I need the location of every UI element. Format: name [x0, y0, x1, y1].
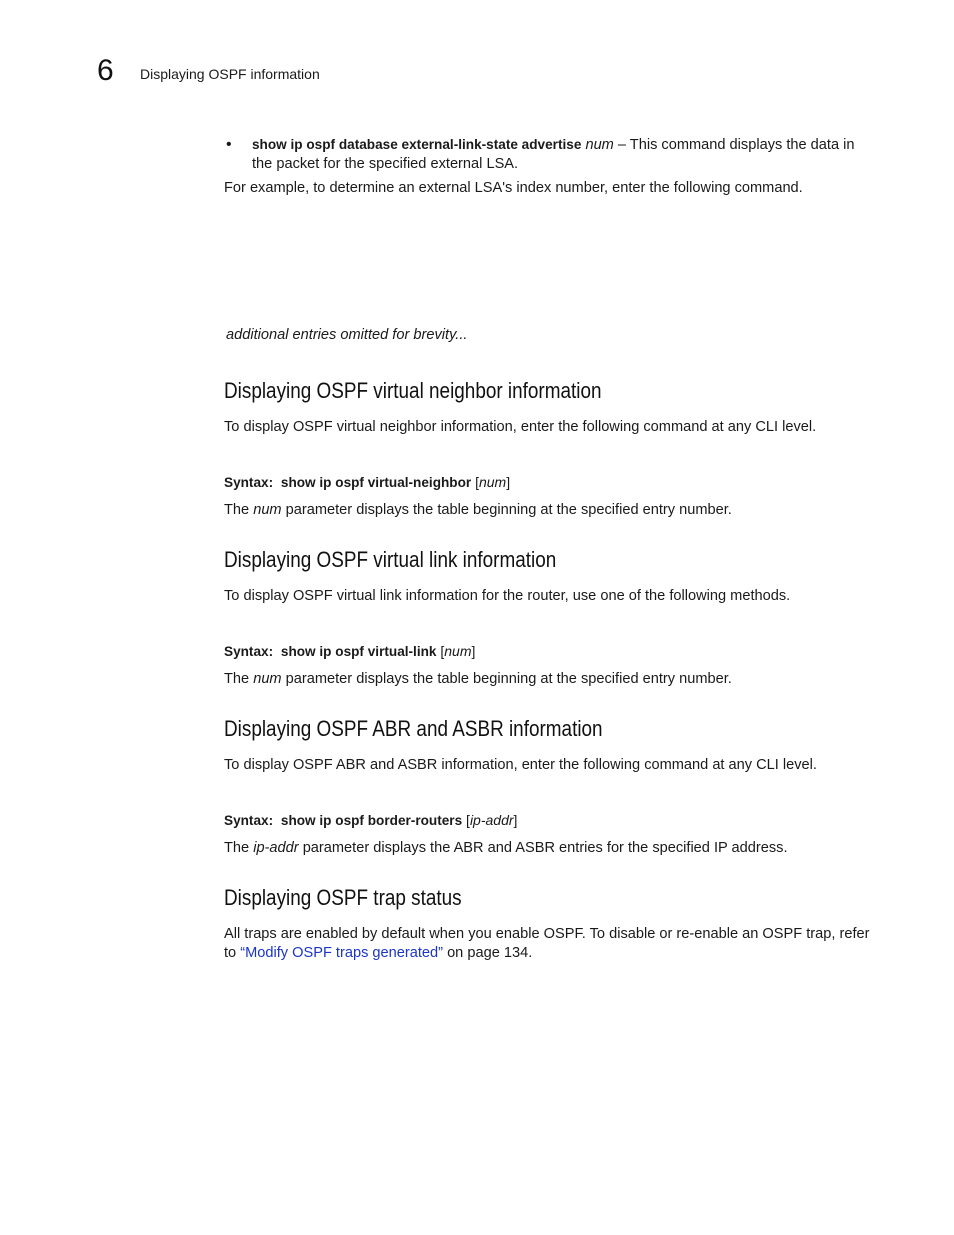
section-heading-virtual-link: Displaying OSPF virtual link information — [224, 547, 557, 572]
desc-prefix: The — [224, 502, 254, 518]
text-after-link: on page 134. — [443, 945, 533, 961]
syntax-bracket-close: ] — [513, 812, 518, 828]
param-description — [224, 501, 732, 520]
syntax-line — [224, 642, 475, 661]
desc-suffix: parameter displays the table beginning at the specified entry number. — [281, 671, 732, 687]
syntax-bracket-close: ] — [471, 643, 476, 659]
syntax-param: ip-addr — [469, 812, 514, 828]
bullet-command: show ip ospf database external-link-state advertise — [252, 137, 582, 152]
syntax-command: show ip ospf virtual-neighbor — [280, 475, 472, 490]
section-heading-trap-status: Displaying OSPF trap status — [224, 885, 462, 910]
running-title: Displaying OSPF information — [140, 66, 320, 82]
section-heading-virtual-neighbor: Displaying OSPF virtual neighbor information — [224, 378, 602, 403]
desc-prefix: The — [224, 840, 254, 856]
syntax-label: Syntax: — [224, 475, 274, 490]
desc-param: num — [253, 502, 282, 518]
trap-status-line-1: All traps are enabled by default when you enable OSPF. To disable or re-enable an OSPF trap, refer — [224, 926, 870, 942]
section-intro: To display OSPF virtual link information for the router, use one of the following methods. — [224, 588, 791, 604]
modify-ospf-traps-link[interactable]: “Modify OSPF traps generated” — [240, 945, 444, 961]
example-intro: For example, to determine an external LSA's index number, enter the following command. — [224, 180, 803, 196]
syntax-bracket-open: [ — [471, 474, 479, 490]
syntax-label: Syntax: — [224, 644, 274, 659]
syntax-param: num — [478, 474, 507, 490]
syntax-bracket-open: [ — [462, 812, 470, 828]
text-before-link: to — [224, 945, 241, 961]
desc-suffix: parameter displays the table beginning at the specified entry number. — [281, 502, 732, 518]
syntax-label: Syntax: — [224, 813, 274, 828]
bullet-param: num — [585, 137, 614, 153]
desc-param: num — [253, 671, 282, 687]
section-intro: To display OSPF ABR and ASBR information, enter the following command at any CLI level. — [224, 757, 817, 773]
syntax-bracket-open: [ — [436, 643, 445, 659]
syntax-command: show ip ospf border-routers — [280, 813, 463, 828]
syntax-bracket-close: ] — [506, 474, 511, 490]
bullet-item — [252, 135, 872, 174]
omitted-note: additional entries omitted for brevity... — [226, 327, 468, 343]
bullet-marker: • — [226, 136, 232, 153]
param-description — [224, 670, 732, 689]
section-intro: To display OSPF virtual neighbor information, enter the following command at any CLI level. — [224, 419, 817, 435]
trap-status-paragraph — [224, 925, 904, 963]
trap-status-line-2 — [224, 944, 904, 963]
desc-suffix: parameter displays the ABR and ASBR entries for the specified IP address. — [298, 840, 788, 856]
param-description — [224, 839, 788, 858]
desc-prefix: The — [224, 671, 254, 687]
section-heading-abr-asbr: Displaying OSPF ABR and ASBR information — [224, 716, 603, 741]
syntax-line — [224, 811, 517, 830]
syntax-param: num — [444, 643, 472, 659]
bullet-description: – This command displays the data in the packet for the specified external LSA. — [252, 137, 855, 172]
desc-param: ip-addr — [253, 840, 299, 856]
syntax-line — [224, 473, 510, 492]
syntax-command: show ip ospf virtual-link — [280, 644, 437, 659]
chapter-number: 6 — [97, 54, 114, 87]
